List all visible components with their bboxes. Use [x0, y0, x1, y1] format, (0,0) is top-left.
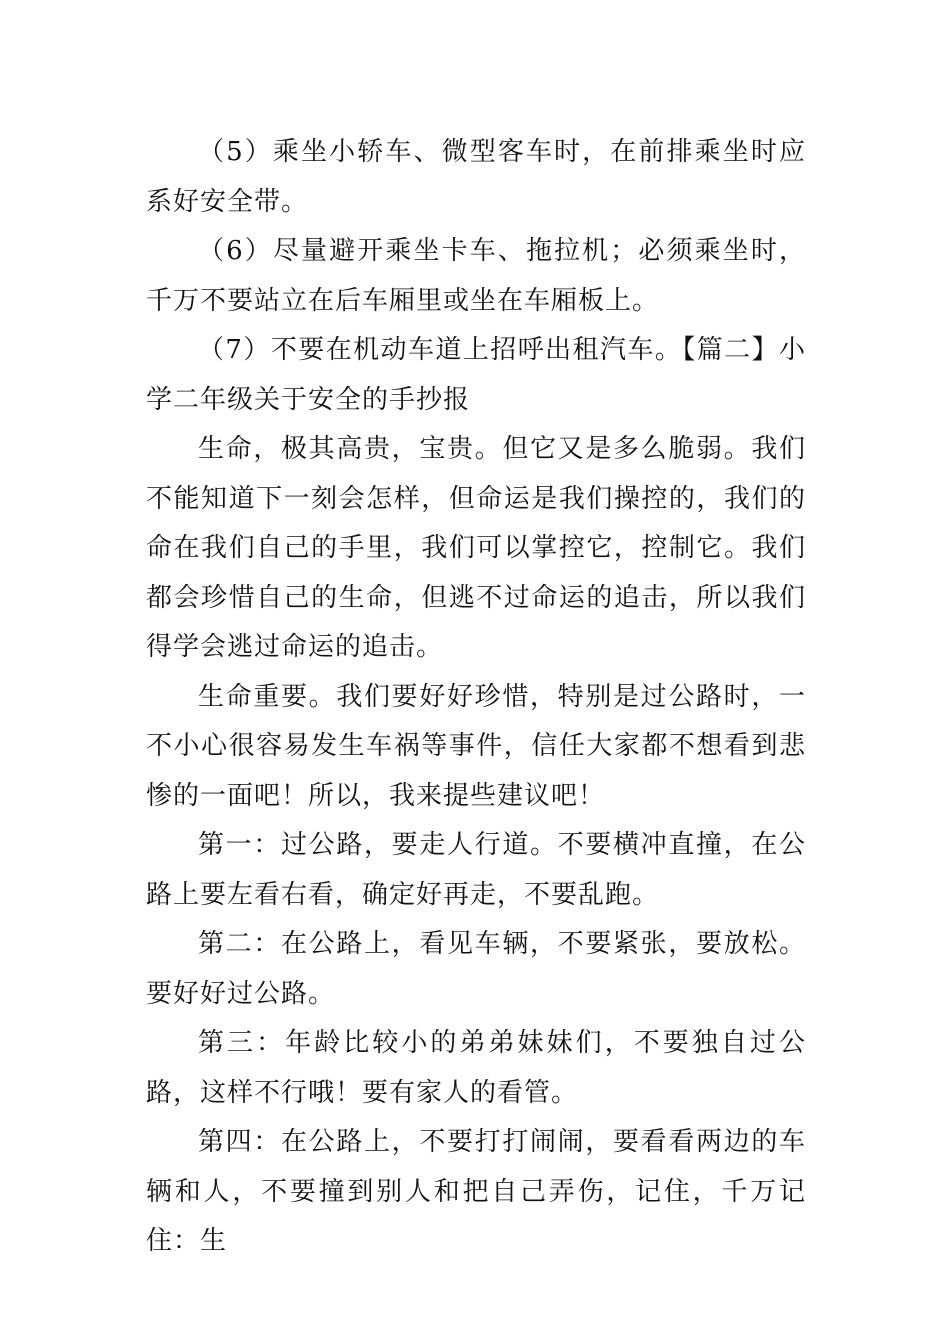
paragraph-item-5: （5）乘坐小轿车、微型客车时，在前排乘坐时应系好安全带。	[146, 137, 806, 217]
paragraph-item-6: （6）尽量避开乘坐卡车、拖拉机；必须乘坐时，千万不要站立在后车厢里或坐在车厢板上。	[146, 236, 806, 316]
paragraph-rule-three: 第三：年龄比较小的弟弟妹妹们，不要独自过公路，这样不行哦！要有家人的看管。	[146, 1028, 806, 1108]
paragraph-life-precious: 生命，极其高贵，宝贵。但它又是多么脆弱。我们不能知道下一刻会怎样，但命运是我们操控的，我们的命在我们自己的手里，我们可以掌控它，控制它。我们都会珍惜自己的生命，但逃不过命运的追击，所以我们得学会逃过命运的追击。	[146, 434, 806, 662]
paragraph-rule-four: 第四：在公路上，不要打打闹闹，要看看两边的车辆和人，不要撞到别人和把自己弄伤，记住，千万记住：生	[146, 1127, 806, 1256]
paragraph-item-7-and-section-two-title: （7）不要在机动车道上招呼出租汽车。【篇二】小学二年级关于安全的手抄报	[146, 335, 806, 415]
paragraph-life-important: 生命重要。我们要好好珍惜，特别是过公路时，一不小心很容易发生车祸等事件，信任大家都不想看到悲惨的一面吧！所以，我来提些建议吧！	[146, 681, 806, 811]
paragraph-rule-two: 第二：在公路上，看见车辆，不要紧张，要放松。要好好过公路。	[146, 929, 806, 1009]
paragraph-rule-one: 第一：过公路，要走人行道。不要横冲直撞，在公路上要左看右看，确定好再走，不要乱跑。	[146, 830, 806, 910]
document-body	[146, 128, 806, 1267]
